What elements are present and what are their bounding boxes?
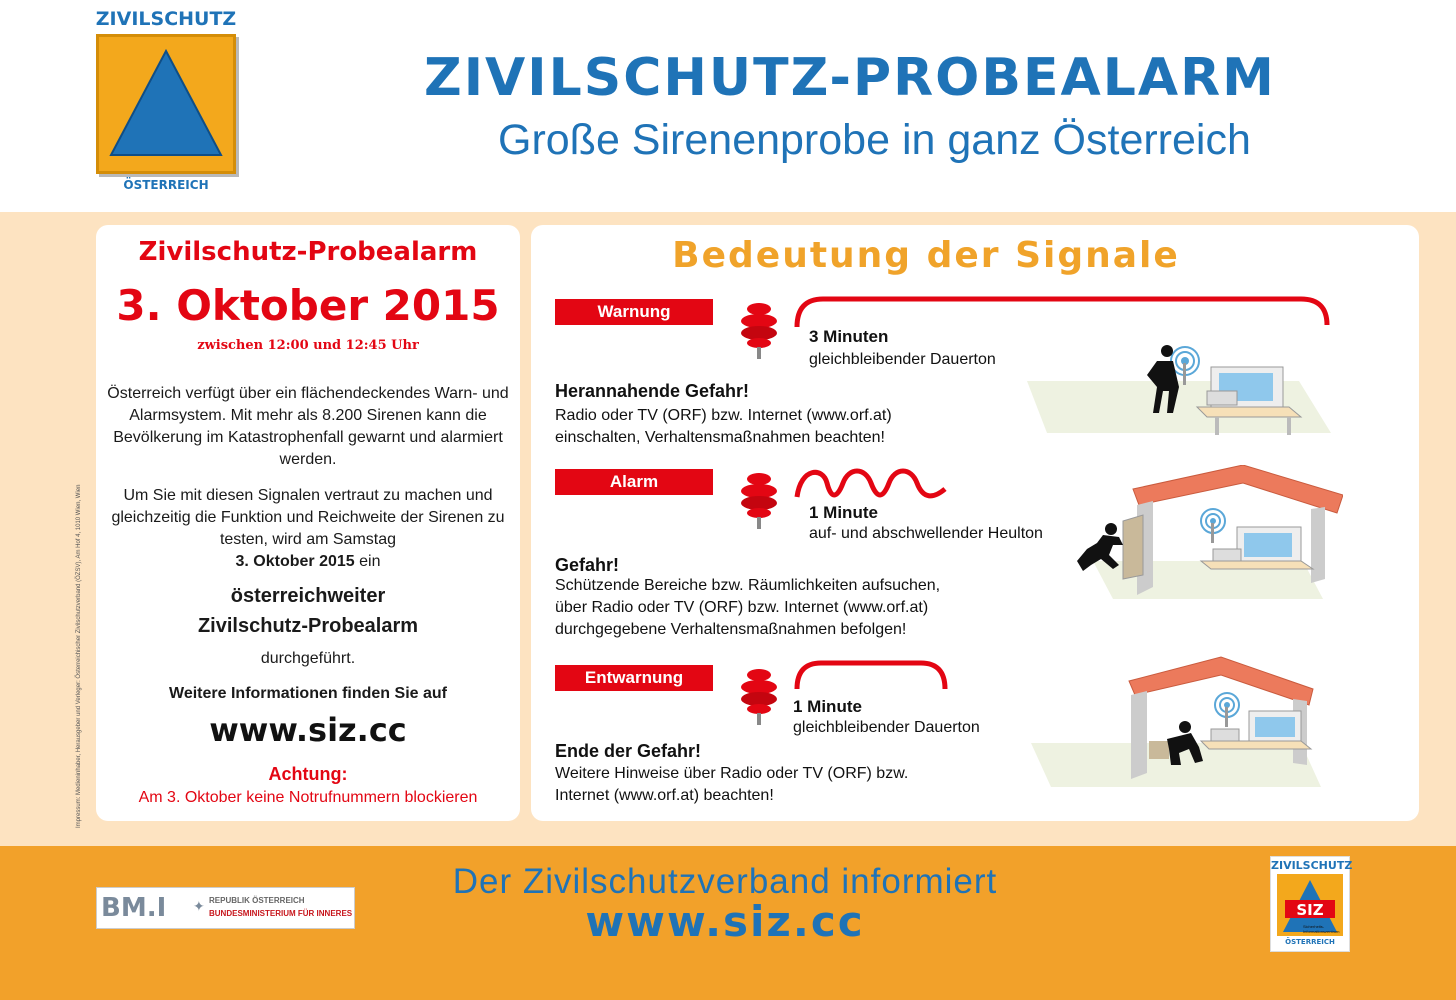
imprint-note: Impressum: Medieninhaber, Herausgeber und Verleger: Österreichischer Zivilschutzverband (ÖZSV), Am Hof 4, 1010 Wien, Wien [76, 484, 82, 828]
duration-entwarnung: 1 Minute [793, 697, 862, 716]
nationwide-heading: österreichweiter Zivilschutz-Probealarm [197, 585, 419, 637]
website-link[interactable]: www.siz.cc [209, 711, 407, 749]
bmi-ministry: BUNDESMINISTERIUM FÜR INNERES [209, 909, 353, 918]
scene-person-at-radio [1027, 341, 1331, 439]
eagle-icon: ✦ [193, 898, 205, 914]
scene-person-running-in [1073, 465, 1343, 605]
siz-logo [1270, 856, 1353, 952]
siren-icon [737, 301, 781, 361]
heading-alarm: Gefahr! [555, 555, 620, 575]
tone-alarm: auf- und abschwellender Heulton [809, 525, 1043, 542]
page-title: ZIVILSCHUTZ-PROBEALARM [424, 48, 1276, 108]
event-info-card [96, 225, 520, 821]
logo-bottom-word: ÖSTERREICH [123, 178, 209, 192]
siz-logo-top-word: ZIVILSCHUTZ [1271, 859, 1353, 872]
bmi-republic: REPUBLIK ÖSTERREICH [209, 896, 305, 905]
text-entwarnung: Weitere Hinweise über Radio oder TV (ORF) bzw. Internet (www.orf.at) beachten! [555, 765, 909, 804]
siz-badge: SIZ [1296, 901, 1324, 919]
heading-warnung: Herannahende Gefahr! [555, 381, 750, 401]
wave-rising-falling [793, 463, 953, 503]
logo-top-word: ZIVILSCHUTZ [95, 8, 237, 30]
footer-website-link[interactable]: www.siz.cc [585, 897, 865, 946]
more-info-text: Weitere Informationen finden Sie auf [169, 685, 447, 702]
text-alarm: Schützende Bereiche bzw. Räumlichkeiten aufsuchen, über Radio oder TV (ORF) bzw. Internet (www.orf.at) durchgegebene Verhaltensmaßnahmen befolgen! [555, 577, 941, 638]
text-warnung: Radio oder TV (ORF) bzw. Internet (www.orf.at) einschalten, Verhaltensmaßnahmen beachten! [555, 407, 892, 446]
done-text: durchgeführt. [260, 650, 356, 667]
tone-entwarnung: gleichbleibender Dauerton [793, 719, 980, 736]
wave-steady-long [793, 293, 1333, 331]
warning-title: Achtung: [268, 764, 348, 784]
tag-alarm: Alarm [555, 469, 713, 495]
siren-icon [737, 471, 781, 531]
duration-warnung: 3 Minuten [809, 327, 889, 346]
triangle-icon [99, 37, 233, 171]
tag-warnung: Warnung [555, 299, 713, 325]
duration-alarm: 1 Minute [809, 503, 878, 522]
footer-tagline: Der Zivilschutzverband informiert [452, 862, 998, 901]
siz-logo-square [1277, 874, 1343, 936]
signals-title: Bedeutung der Signale [672, 235, 1180, 276]
tone-warnung: gleichbleibender Dauerton [809, 351, 996, 368]
heading-entwarnung: Ende der Gefahr! [555, 741, 702, 761]
logo-triangle-square [96, 34, 236, 174]
scene-person-seated-inside [1031, 653, 1331, 793]
siz-logo-bottom-word: ÖSTERREICH [1285, 938, 1335, 946]
intro-paragraph: Österreich verfügt über ein flächendeckendes Warn- und Alarmsystem. Mit mehr als 8.200 Sirenen kann die Bevölkerung im Katastrophenfall gewarnt und alarmiert werden. [107, 385, 509, 468]
bmi-logo [96, 887, 355, 929]
siz-badge-sub: Sicherheits-Informationszentrum [1303, 924, 1340, 934]
bmi-short: BM.I [101, 893, 167, 923]
tag-entwarnung: Entwarnung [555, 665, 713, 691]
event-title: Zivilschutz-Probealarm [138, 237, 478, 267]
event-date: 3. Oktober 2015 [116, 281, 500, 330]
page-subtitle: Große Sirenenprobe in ganz Österreich [498, 116, 1251, 164]
event-time: zwischen 12:00 und 12:45 Uhr [197, 338, 419, 353]
wave-steady-short [793, 657, 953, 693]
warning-text: Am 3. Oktober keine Notrufnummern blockieren [138, 789, 478, 806]
siren-icon [737, 667, 781, 727]
test-paragraph: Um Sie mit diesen Signalen vertraut zu machen und gleichzeitig die Funktion und Reichweite der Sirenen zu testen, wird am Samstag 3. Oktober 2015 ein [111, 487, 505, 570]
test-date: 3. Oktober 2015 [235, 553, 355, 570]
signals-card [531, 225, 1419, 821]
zivilschutz-logo [92, 8, 240, 192]
